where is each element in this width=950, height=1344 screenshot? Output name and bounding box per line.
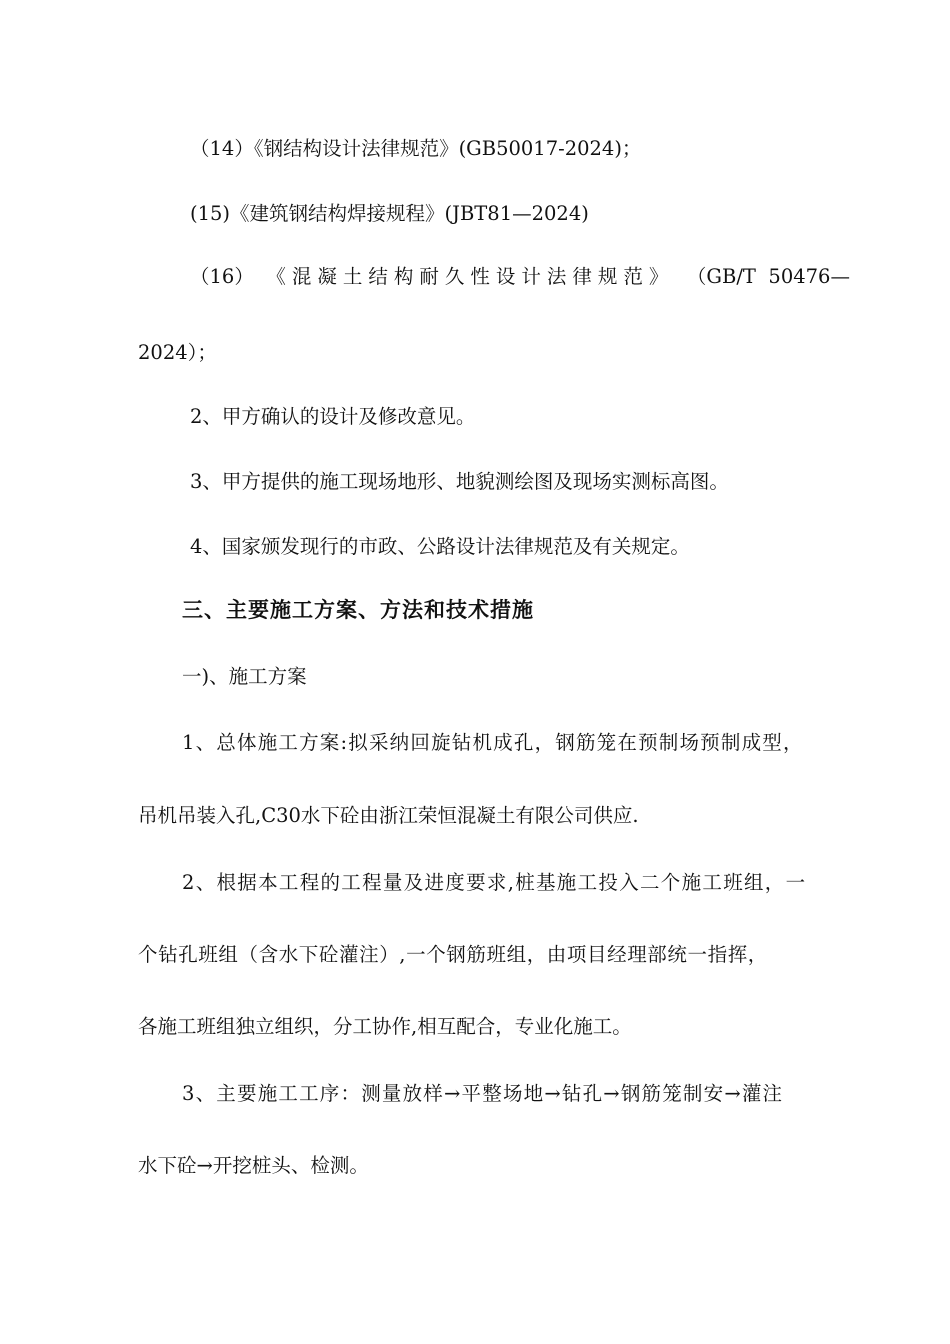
subsection-heading-1: 一)、施工方案 — [182, 665, 307, 688]
paragraph-3-line-1: 3、主要施工工序：测量放样→平整场地→钻孔→钢筋笼制安→灌注 — [182, 1082, 784, 1105]
reference-item-14: （14）《钢结构设计法律规范》(GB50017-2024)； — [190, 137, 642, 160]
reference-item-16-continuation: 2024）； — [138, 341, 217, 364]
reference-item-16-title: 《混凝土结构耐久性设计法律规范》 — [266, 265, 675, 288]
reference-item-16-code-prefix: （GB/T — [686, 265, 756, 288]
basis-item-2: 2、甲方确认的设计及修改意见。 — [190, 405, 476, 428]
reference-item-16-number: （16） — [190, 265, 254, 288]
reference-item-16-code: 50476— — [768, 265, 850, 288]
paragraph-2-line-3: 各施工班组独立组织，分工协作,相互配合，专业化施工。 — [138, 1015, 632, 1038]
basis-item-3: 3、甲方提供的施工现场地形、地貌测绘图及现场实测标高图。 — [190, 470, 729, 493]
paragraph-3-line-2: 水下砼→开挖桩头、检测。 — [138, 1154, 369, 1177]
reference-item-15: (15)《建筑钢结构焊接规程》(JBT81—2024) — [190, 202, 589, 225]
paragraph-1-line-1: 1、总体施工方案:拟采纳回旋钻机成孔，钢筋笼在预制场预制成型， — [182, 731, 804, 754]
reference-item-16 — [190, 264, 850, 290]
paragraph-2-line-2: 个钻孔班组（含水下砼灌注）,一个钢筋班组，由项目经理部统一指挥， — [138, 943, 768, 966]
paragraph-1-line-2: 吊机吊装入孔,C30水下砼由浙江荣恒混凝土有限公司供应. — [138, 804, 639, 827]
section-heading-3: 三、主要施工方案、方法和技术措施 — [182, 597, 534, 622]
paragraph-2-line-1: 2、根据本工程的工程量及进度要求,桩基施工投入二个施工班组，一 — [182, 871, 807, 894]
basis-item-4: 4、国家颁发现行的市政、公路设计法律规范及有关规定。 — [190, 535, 690, 558]
